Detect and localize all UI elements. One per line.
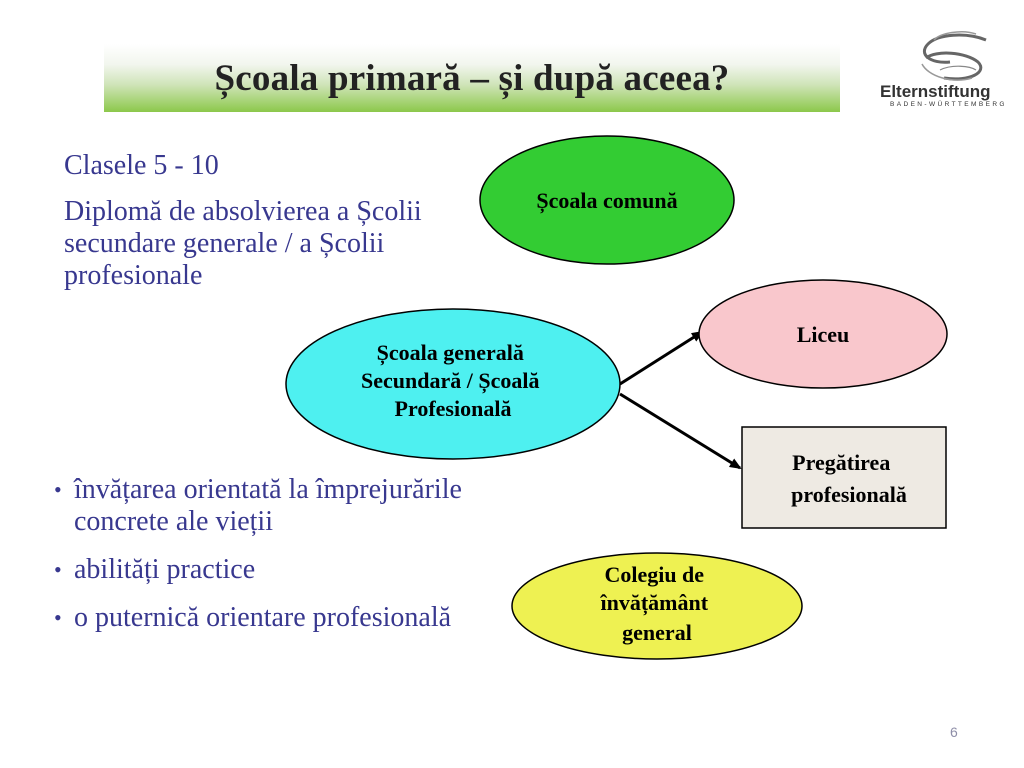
logo-region-text: BADEN-WÜRTTEMBERG bbox=[890, 101, 1007, 108]
list-item: • învățarea orientată la împrejurările concrete ale vieții bbox=[54, 474, 484, 538]
diploma-paragraph: Diplomă de absolvierea a Școlii secundare generale / a Școlii profesionale bbox=[64, 196, 422, 291]
node-scoala-generala-label: Școala generală Secundară / Școală Profesională bbox=[361, 340, 540, 421]
node-liceu bbox=[699, 280, 947, 388]
logo-brand-text: Elternstiftung bbox=[880, 82, 991, 101]
page-number: 6 bbox=[950, 724, 958, 740]
edge-generala-pregatirea bbox=[620, 394, 740, 468]
list-item: • o puternică orientare profesională bbox=[54, 602, 484, 634]
slide-title: Școala primară – și după aceea? bbox=[214, 57, 730, 99]
node-pregatirea-shape bbox=[742, 427, 946, 528]
node-scoala-comuna bbox=[480, 136, 734, 264]
node-colegiu bbox=[512, 553, 802, 659]
node-liceu-label: Liceu bbox=[796, 322, 850, 347]
node-pregatirea bbox=[742, 427, 946, 528]
list-item: • abilități practice bbox=[54, 554, 484, 586]
node-scoala-comuna-label: Școala comună bbox=[536, 188, 678, 213]
node-scoala-generala bbox=[286, 309, 620, 459]
grades-heading: Clasele 5 - 10 bbox=[64, 150, 219, 181]
edge-generala-liceu bbox=[620, 332, 702, 384]
node-colegiu-label: Colegiu de învățământ general bbox=[600, 562, 709, 645]
node-pregatirea-label: Pregătirea profesională bbox=[791, 450, 907, 507]
